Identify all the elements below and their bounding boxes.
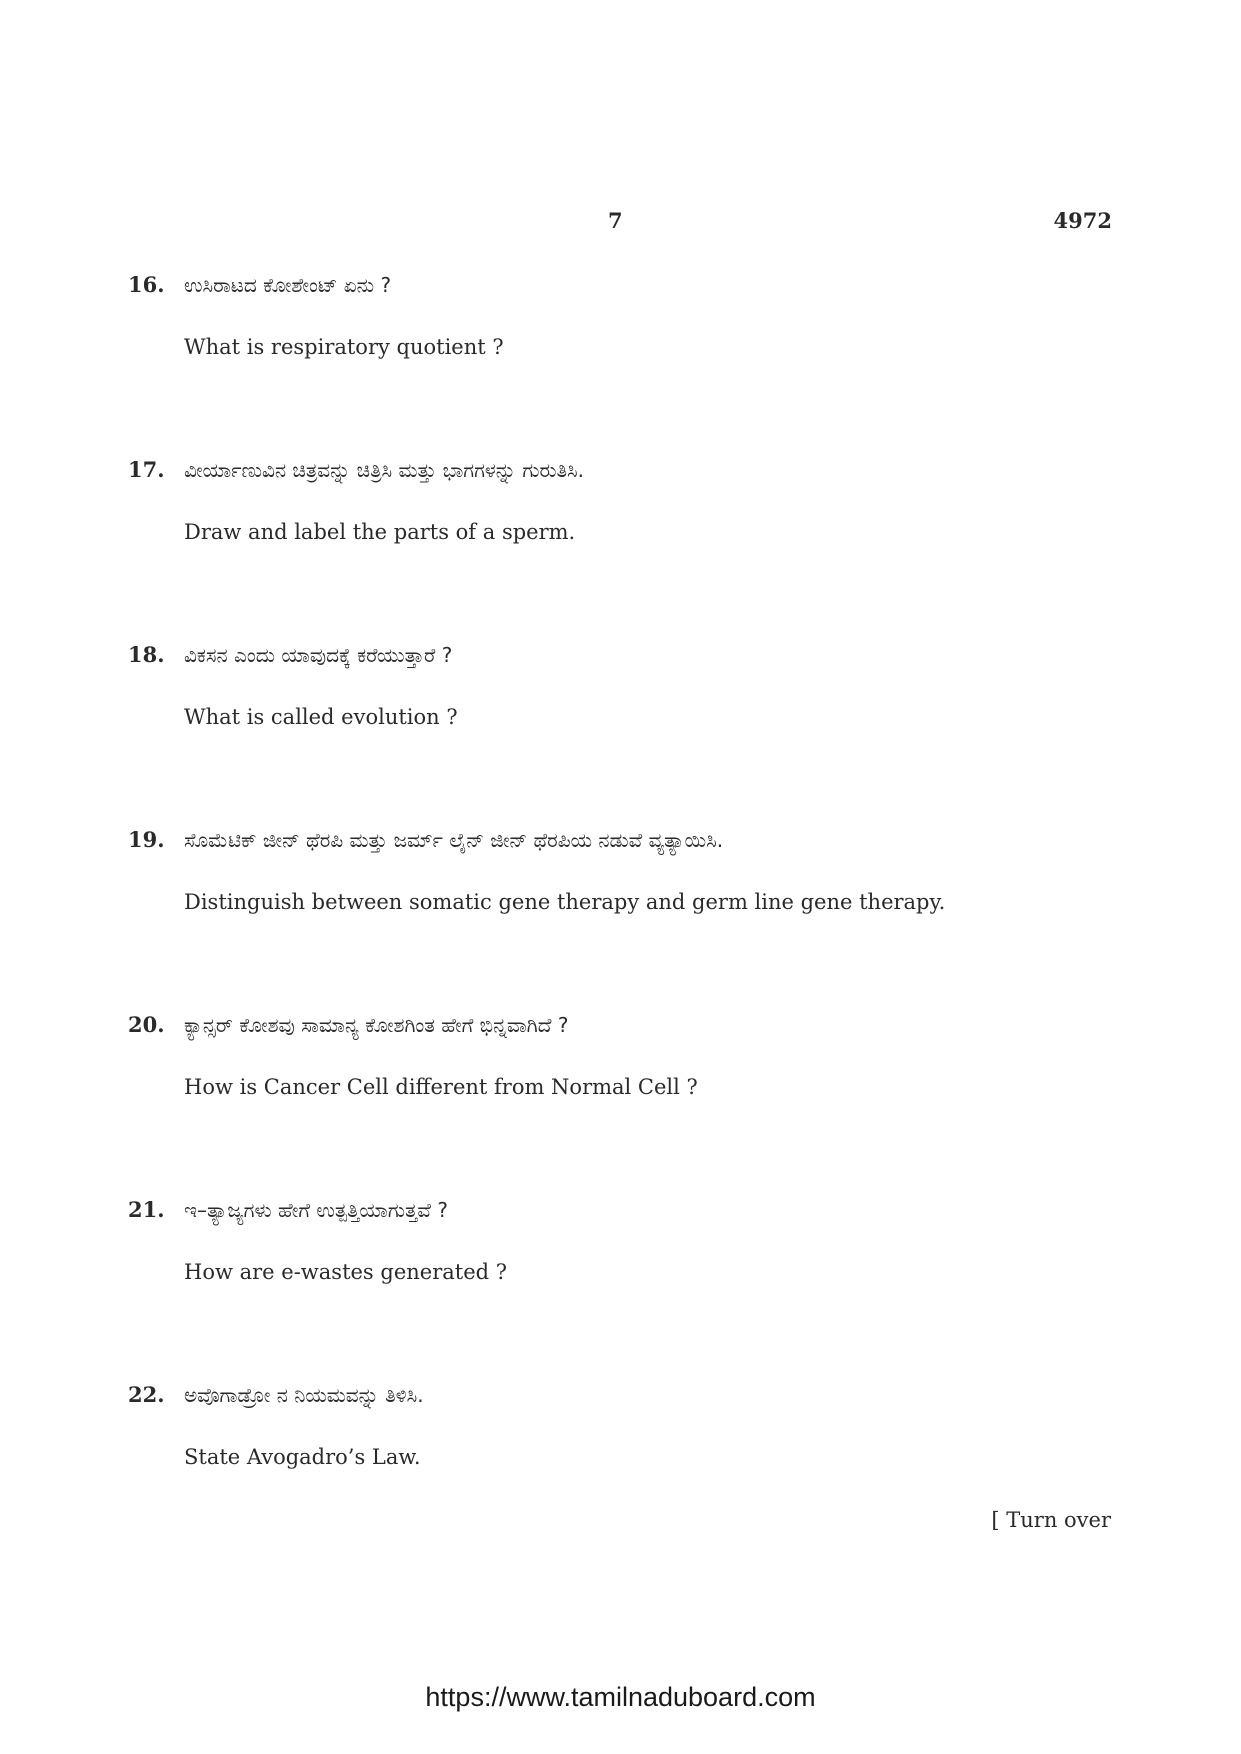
question-number: 22.	[128, 1382, 165, 1407]
question-text-english: Distinguish between somatic gene therapy and germ line gene therapy.	[184, 890, 946, 914]
question-text-kannada: ಸೊಮೆಟಿಕ್ ಜೀನ್ ಥೆರಪಿ ಮತ್ತು ಜರ್ಮ್ ಲೈನ್ ಜೀನ್ ಥೆರಪಿಯ ನಡುವೆ ವ್ಯತ್ಯಾಯಿಸಿ.	[184, 828, 724, 852]
question-number: 17.	[128, 457, 165, 482]
question-text-english: State Avogadro’s Law.	[184, 1445, 421, 1469]
source-url: https://www.tamilnaduboard.com	[425, 1682, 816, 1712]
question-text-kannada: ಕ್ಯಾನ್ಸರ್ ಕೋಶವು ಸಾಮಾನ್ಯ ಕೋಶಗಿಂತ ಹೇಗೆ ಭಿನ್ನವಾಗಿದೆ ?	[184, 1013, 569, 1037]
question-17	[128, 457, 1128, 544]
turn-over-note: [ Turn over	[991, 1508, 1111, 1532]
question-number: 20.	[128, 1012, 165, 1037]
question-19	[128, 827, 1128, 914]
question-text-english: What is respiratory quotient ?	[184, 335, 504, 359]
question-text-kannada: ವಿಕಸನ ಎಂದು ಯಾವುದಕ್ಕೆ ಕರೆಯುತ್ತಾರೆ ?	[184, 643, 453, 667]
question-text-english: What is called evolution ?	[184, 705, 458, 729]
question-21	[128, 1197, 1128, 1284]
question-20	[128, 1012, 1128, 1099]
page-number: 7	[608, 208, 623, 233]
question-16	[128, 272, 1128, 359]
question-number: 21.	[128, 1197, 165, 1222]
question-18	[128, 642, 1128, 729]
question-number: 16.	[128, 272, 165, 297]
question-22	[128, 1382, 1128, 1469]
question-text-kannada: ಅವೊಗಾಡ್ರೋ ನ ನಿಯಮವನ್ನು ತಿಳಿಸಿ.	[184, 1383, 424, 1407]
question-text-english: How is Cancer Cell different from Normal Cell ?	[184, 1075, 698, 1099]
question-number: 19.	[128, 827, 165, 852]
question-text-english: Draw and label the parts of a sperm.	[184, 520, 576, 544]
question-number: 18.	[128, 642, 165, 667]
question-text-english: How are e-wastes generated ?	[184, 1260, 508, 1284]
question-text-kannada: ವೀರ್ಯಾಣುವಿನ ಚಿತ್ರವನ್ನು ಚಿತ್ರಿಸಿ ಮತ್ತು ಭಾಗಗಳನ್ನು ಗುರುತಿಸಿ.	[184, 458, 585, 482]
question-text-kannada: ಉಸಿರಾಟದ ಕೋಶೇಂಟ್ ಏನು ?	[184, 273, 392, 297]
question-text-kannada: ಇ–ತ್ಯಾಜ್ಯಗಳು ಹೇಗೆ ಉತ್ಪತ್ತಿಯಾಗುತ್ತವೆ ?	[184, 1198, 448, 1222]
paper-code: 4972	[1053, 208, 1112, 233]
